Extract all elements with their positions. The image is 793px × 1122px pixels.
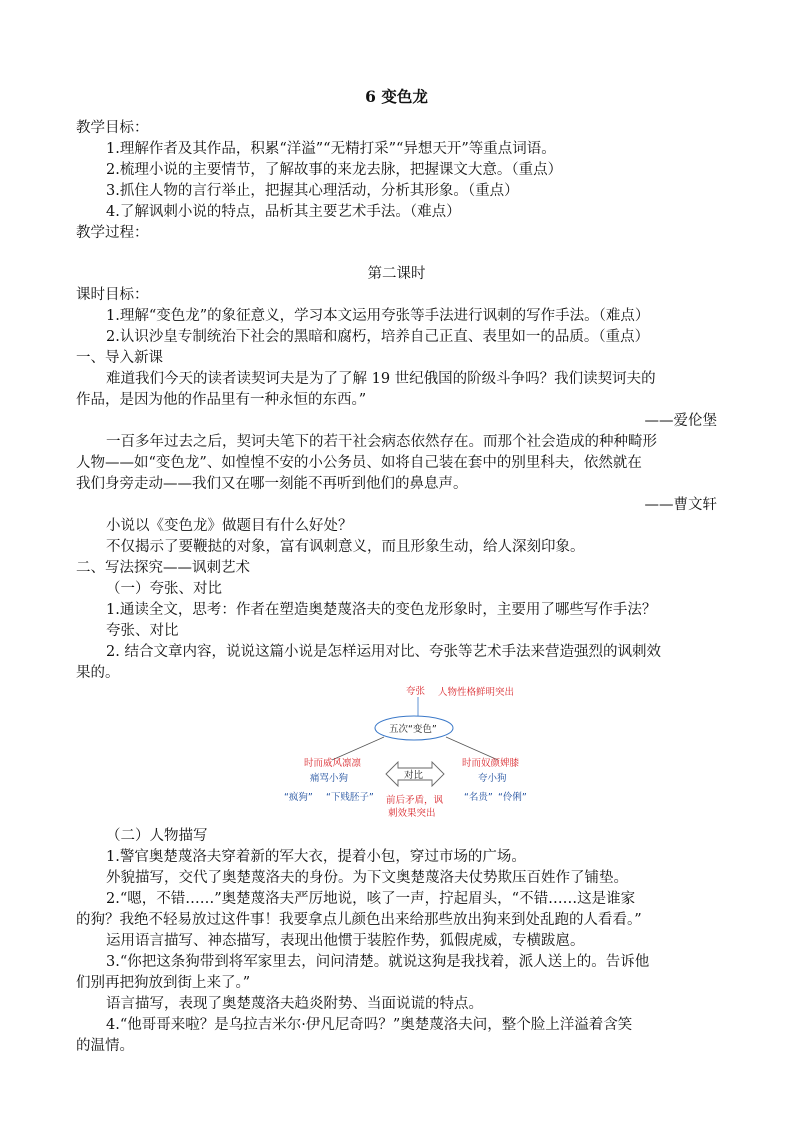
quote-attribution: ——曹文轩: [644, 497, 717, 513]
analysis-line: 外貌描写，交代了奥楚蔑洛夫的身份。为下文奥楚蔑洛夫仗势欺压百姓作了铺垫。: [106, 870, 628, 886]
excerpt-line: 的狗？我绝不轻易放过这件事！我要拿点儿颜色出来给那些放出狗来到处乱跑的人看看。”: [76, 912, 642, 928]
diagram-left-blue: 痛骂小狗: [310, 773, 349, 784]
diagram-left-quote2: “下贱胚子”: [326, 792, 374, 803]
diagram-right-red: 时而奴颜婢膝: [462, 758, 520, 769]
diagram-right-blue: 夸小狗: [478, 773, 507, 784]
analysis-line: 运用语言描写、神态描写，表现出他惯于装腔作势，狐假虎威，专横跋扈。: [106, 933, 585, 949]
question-text: 2. 结合文章内容，说说这篇小说是怎样运用对比、夸张等艺术手法来营造强烈的讽刺效: [106, 644, 661, 660]
section-heading: 二、写法探究——讽刺艺术: [76, 560, 250, 576]
answer-text: 不仅揭示了要鞭挞的对象，富有讽刺意义，而且形象生动，给人深刻印象。: [106, 539, 585, 555]
diagram-label-exaggeration: 夸张: [406, 686, 426, 697]
diagram-left-quote1: “疯狗”: [284, 792, 313, 803]
lesson-title: 第二课时: [367, 266, 426, 282]
lesson-objective-item: 1.理解“变色龙”的象征意义，学习本文运用夸张等手法进行讽刺的写作手法。（难点）: [106, 308, 650, 324]
lesson-objective-item: 2.认识沙皇专制统治下社会的黑暗和腐朽，培养自己正直、表里如一的品质。（重点）: [106, 329, 650, 345]
excerpt-line: 4.“他哥哥来啦？是乌拉吉米尔·伊凡尼奇吗？”奥楚蔑洛夫问，整个脸上洋溢着含笑: [106, 1017, 633, 1033]
diagram-label-character: 人物性格鲜明突出: [438, 687, 515, 698]
lesson-objectives-heading: 课时目标：: [76, 287, 149, 303]
answer-text: 夸张、对比: [106, 623, 179, 639]
section-heading: 一、导入新课: [76, 350, 163, 366]
diagram-contrast: 对比: [404, 770, 424, 781]
diagram-right-quote2: “伶俐”: [498, 792, 527, 803]
quote-line: 我们身旁走动——我们又在哪一刻能不再听到他们的鼻息声。: [76, 476, 468, 492]
quote-line: 难道我们今天的读者读契诃夫是为了了解 19 世纪俄国的阶级斗争吗？我们读契诃夫的: [106, 371, 656, 387]
excerpt-line: 2.“嗯，不错……”奥楚蔑洛夫严厉地说，咳了一声，拧起眉头，“不错……这是谁家: [106, 891, 636, 907]
objective-item: 3.抓住人物的言行举止，把握其心理活动，分析其形象。（重点）: [106, 183, 519, 199]
diagram-center-red1: 前后矛盾，讽: [386, 795, 444, 806]
excerpt-line: 3.“你把这条狗带到将军家里去，问问清楚。就说这狗是我找着，派人送上的。告诉他: [106, 954, 650, 970]
analysis-line: 语言描写，表现了奥楚蔑洛夫趋炎附势、当面说谎的特点。: [106, 996, 483, 1012]
question-text: 小说以《变色龙》做题目有什么好处？: [106, 518, 353, 534]
diagram-left-red: 时而威风凛凛: [304, 758, 362, 769]
excerpt-line: 们别再把狗放到街上来了。”: [76, 975, 251, 991]
quote-line: 人物——如“变色龙”、如惶惶不安的小公务员、如将自己装在套中的别里科夫，依然就在: [76, 455, 642, 471]
quote-attribution: ——爱伦堡: [644, 413, 717, 429]
objectives-heading: 教学目标：: [76, 120, 149, 136]
diagram-five-changes: 五次“变色”: [389, 724, 437, 735]
quote-line: 一百多年过去之后，契诃夫笔下的若干社会病态依然存在。而那个社会造成的种种畸形: [106, 434, 657, 450]
subsection-heading: （二）人物描写: [106, 828, 208, 844]
process-heading: 教学过程：: [76, 225, 149, 241]
excerpt-line: 1.警官奥楚蔑洛夫穿着新的军大衣，提着小包，穿过市场的广场。: [106, 849, 526, 865]
diagram-branch-right: [446, 737, 498, 760]
objective-item: 4.了解讽刺小说的特点，品析其主要艺术手法。（难点）: [106, 204, 461, 220]
objective-item: 1.理解作者及其作品，积累“洋溢”“无精打采”“异想天开”等重点词语。: [106, 141, 556, 157]
objective-item: 2.梳理小说的主要情节，了解故事的来龙去脉，把握课文大意。（重点）: [106, 162, 563, 178]
diagram-right-quote1: “名贵”: [464, 792, 493, 803]
question-text: 果的。: [76, 665, 120, 681]
contrast-diagram: [270, 682, 530, 824]
diagram-branch-left: [332, 737, 384, 760]
subsection-heading: （一）夸张、对比: [106, 581, 222, 597]
document-title: 6 变色龙: [365, 87, 428, 106]
question-text: 1.通读全文，思考：作者在塑造奥楚蔑洛夫的变色龙形象时，主要用了哪些写作手法？: [106, 602, 657, 618]
diagram-center-red2: 刺效果突出: [388, 808, 436, 819]
excerpt-line: 的温情。: [76, 1038, 134, 1054]
quote-line: 作品，是因为他的作品里有一种永恒的东西。”: [76, 392, 367, 408]
